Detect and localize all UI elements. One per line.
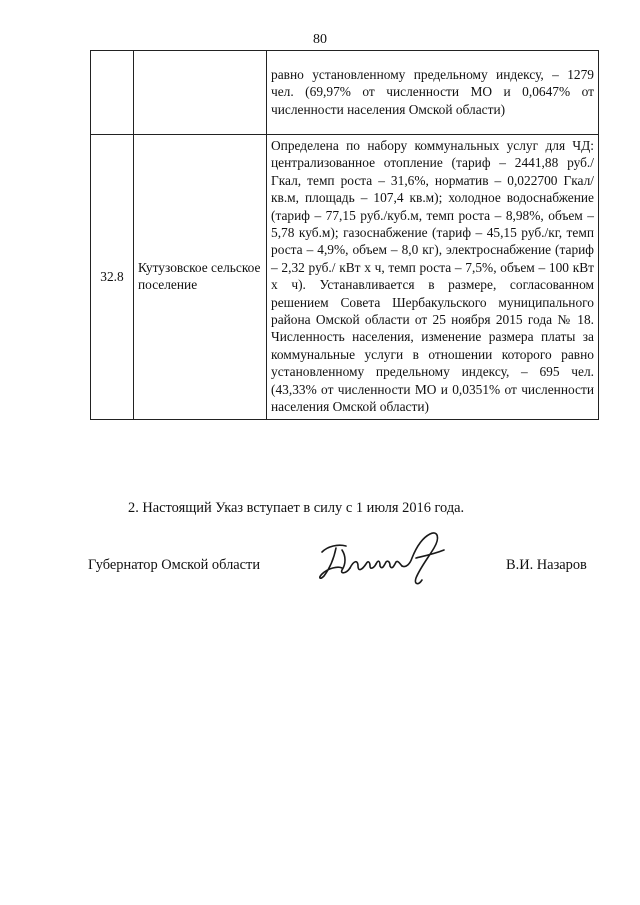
- effective-date-paragraph: 2. Настоящий Указ вступает в силу с 1 июля 2016 года.: [128, 500, 465, 516]
- table-row: [91, 51, 599, 135]
- description-cell: Определена по набору коммунальных услуг для ЧД: централизованное отопление (тариф – 2441,88 руб./Гкал, темп роста – 31,6%, норматив – 0,022700 Гкал/кв.м, площадь – 107,4 кв.м); холодное водоснабжение (тариф – 77,15 руб./куб.м, темп роста – 8,98%, объем – 5,78 куб.м); газоснабжение (тариф – 45,15 руб./кг, темп роста – 4,9%, объем – 8,0 кг), электроснабжение (тариф – 2,32 руб./ кВт х ч, темп роста – 7,5%, объем – 100 кВт х ч). Устанавливается в размере, согласованном решением Совета Шербакульского муниципального района Омской области от 25 ноября 2015 года № 18. Численность населения, изменение размера платы за коммунальные услуги в отношении которого равно установленному предельному индексу, – 695 чел. (43,33% от численности МО и 0,0351% от численности населения Омской области): [267, 135, 599, 420]
- settlement-name-cell: [134, 51, 267, 135]
- page-number: 80: [313, 32, 327, 47]
- table-row: [91, 135, 599, 420]
- description-cell: равно установленному предельному индексу, – 1279 чел. (69,97% от численности МО и 0,0647% от численности населения Омской области): [267, 51, 599, 135]
- handwritten-signature-icon: [312, 528, 472, 592]
- row-number-cell: 32.8: [91, 135, 134, 420]
- row-number-cell: [91, 51, 134, 135]
- tariff-table: [90, 50, 599, 420]
- signatory-title: Губернатор Омской области: [88, 557, 261, 573]
- settlement-name-cell: Кутузовское сельское поселение: [134, 135, 267, 420]
- signatory-name: В.И. Назаров: [506, 557, 587, 573]
